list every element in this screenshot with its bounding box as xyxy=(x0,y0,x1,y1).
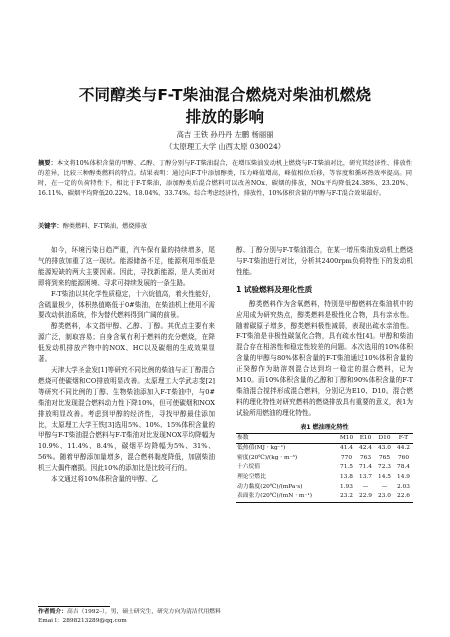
table-row xyxy=(236,492,413,502)
abstract-text: 本文将10%体积含量的甲醇、乙醇、丁醇分别与F-T柴油混合，在增压柴油发动机上燃烧与F-T柴油对比，研究其经济性、排放性的差异，比较三种醇类燃料的特点。结果表明：通过向F-T中添加醇类，压力峰值增高，峰值相位后移，等容度和循环热效率提高。同时，在一定的负荷特性下，相比于F-T柴油，添加醇类后混合燃料可以改善NOx、碳烟的排放，NOx平均降低24.38%、23.20%、16.11%，碳烟平均降低20.22%、18.04%、33.74%。综合考虑经济性，排放性，10%体积含量的甲醇与F-T混合效果最好。 xyxy=(38,160,412,197)
paragraph: 天津大学圣金发[1]等研究不同比例的柴油与正丁醇混合燃烧可使碳烟和CO排放明显改善。太原理工大学武志斐[2]等研究不同比例的丁醇、生物柴油添加入F-T柴油中，与0#柴油对比发现混合燃料动力性下降10%，但可使碳烟和NOX排放明显改善。考虑到甲醇的经济性，寻找甲醇最佳添加比，太原理工大学王铁[3]选用5%、10%、15%体积含量的甲醇与F-T柴油混合燃料与F-T柴油对比发现NOX平均降幅为10.9%、11.4%、8.4%，碳烟平均降幅为5%、31%、56%。随着甲醇添加量增多，混合燃料黏度降低，加剧柴油机三大偶件磨损。因此10%的添加比是比较可行的。 xyxy=(38,365,215,473)
table-cell: 14.5 xyxy=(378,474,391,481)
table-cell: 十六烷值 xyxy=(237,464,261,471)
paragraph: 如今，环境污染日趋严重，汽车保有量的持续增多，尾气的排放加重了这一现状。能源储备不足，能源利用率低是能源短缺的两大主要因素。因此，寻找新能源，是人类面对即将到来的能源困境、寻求可持续发展的一条生路。 xyxy=(38,246,215,287)
keywords-text: 醇类燃料、F-T柴油，燃烧排放 xyxy=(62,223,148,230)
keywords xyxy=(38,222,412,231)
table-row xyxy=(236,483,413,493)
footnote-text: 高吉（1992–），男，硕士研究生，研究方向为清洁代用燃料 xyxy=(67,609,221,615)
left-column xyxy=(38,245,215,485)
table-header: E10 xyxy=(356,433,375,444)
paragraph: 醇类燃料，本文指甲醇、乙醇、丁醇。其优点主要有来源广泛，制取容易；自身含氧有利于燃料的充分燃烧，在降低发动机排放产物中的NOX、HC以及碳烟的生成效果显著。 xyxy=(38,322,215,364)
table-cell: 44.2 xyxy=(397,445,410,452)
table-cell: 763 xyxy=(359,454,372,461)
table-cell: — xyxy=(381,483,388,490)
table-header: M10 xyxy=(337,433,356,444)
table-header: F-T xyxy=(394,433,413,444)
affiliation: （太原理工大学 山西太原 030024） xyxy=(164,142,286,151)
table-cell: 22.9 xyxy=(359,493,372,500)
table-cell: 41.4 xyxy=(340,445,353,452)
table-cell: 23.0 xyxy=(378,493,391,500)
table-cell: 密度(20℃)/(kg · m⁻³) xyxy=(237,454,298,461)
table-cell: 770 xyxy=(340,454,353,461)
table-cell: 理论空燃比 xyxy=(237,474,266,481)
footnote-label: 作者简介： xyxy=(38,609,67,615)
table-cell: 1.93 xyxy=(340,483,353,490)
table-cell: 71.4 xyxy=(359,464,372,471)
right-column xyxy=(236,245,413,503)
paragraph: 醇、丁醇分别与F-T柴油混合，在某一增压柴油发动机上燃烧与F-T柴油进行对比，分析其2400rpm负荷特性下的发动机性能。 xyxy=(236,246,413,276)
authors: 高吉 王铁 孙丹丹 左鹏 杨丽丽 xyxy=(176,130,274,139)
table-cell: 13.7 xyxy=(359,474,372,481)
table-cell: 765 xyxy=(378,454,391,461)
keywords-label: 关键字： xyxy=(38,223,63,230)
table-cell: 760 xyxy=(397,454,410,461)
table-cell: 72.3 xyxy=(378,464,391,471)
table-cell: 22.6 xyxy=(397,493,410,500)
title-line-2: 排放的影响 xyxy=(185,108,265,126)
paragraph: 本文通过将10%体积含量的甲醇、乙 xyxy=(51,475,158,484)
title-line-1: 不同醇类与F-T柴油混合燃烧对柴油机燃烧 xyxy=(78,86,372,104)
table-cell: 23.2 xyxy=(340,493,353,500)
table-row xyxy=(236,454,413,464)
paragraph: F-T柴油以其化学性质稳定，十六烷值高，着火性能好，含硫量极少，体积热值略低于0#柴油，在柴油机上使用不需要改动供油系统，作为替代燃料得到广阔的前景。 xyxy=(38,289,215,320)
table-cell: 78.4 xyxy=(397,464,410,471)
table-cell: 42.4 xyxy=(359,445,372,452)
table-row xyxy=(236,444,413,454)
table-cell: 动力黏度(20℃)/(mPa·s) xyxy=(237,483,303,490)
author-bio xyxy=(38,608,221,617)
table-cell: 表面张力(20℃)/(mN · m⁻¹) xyxy=(237,493,313,500)
fuel-properties-table xyxy=(236,433,413,503)
table-caption: 表1 燃油理化特性 xyxy=(300,423,349,431)
paragraph: 醇类燃料作为含氧燃料，特别是甲醇燃料在柴油机中的应用成为研究热点，醇类燃料是极性化合物，具有亲水性。随着碳原子增多，醇类燃料极性减弱，表现出疏水亲油性。F-T柴油是非极性碳氢化合物，具有疏水性[4]。甲醇和柴油混合存在相溶性和稳定性较差的问题。本次选用的10%体积含量的甲醇与80%体积含量的F-T柴油通过10%体积含量的正癸醇作为助溶剂混合达到均一稳定的混合燃料，记为M10。而10%体积含量的乙醇和丁醇和90%体积含量的F-T柴油混合搅拌形成混合燃料，分别记为E10、D10。混合燃料的理化特性对研究燃料的燃烧排放具有重要的意义，表1为试验所用燃油的理化特性。 xyxy=(236,299,413,417)
abstract xyxy=(38,159,412,199)
table-cell: 13.8 xyxy=(340,474,353,481)
author-email: Emai l：2898213289@qq.com xyxy=(38,617,127,624)
table-cell: — xyxy=(362,483,369,490)
table-cell: 43.0 xyxy=(378,445,391,452)
abstract-label: 摘要： xyxy=(38,160,57,167)
table-row xyxy=(236,463,413,473)
table-header-row xyxy=(236,433,413,444)
footnote xyxy=(38,608,221,625)
table-cell: 2.03 xyxy=(397,483,410,490)
table-header: 参数 xyxy=(236,433,337,444)
table-cell: 14.9 xyxy=(397,474,410,481)
table-cell: 低热值(MJ · kg⁻¹) xyxy=(237,445,286,452)
table-row xyxy=(236,473,413,483)
table-cell: 71.5 xyxy=(340,464,353,471)
table-header: D10 xyxy=(375,433,394,444)
footnote-divider xyxy=(38,606,110,607)
paper-title xyxy=(0,84,450,128)
section-heading: 1 试验燃料及理化性质 xyxy=(236,284,313,294)
